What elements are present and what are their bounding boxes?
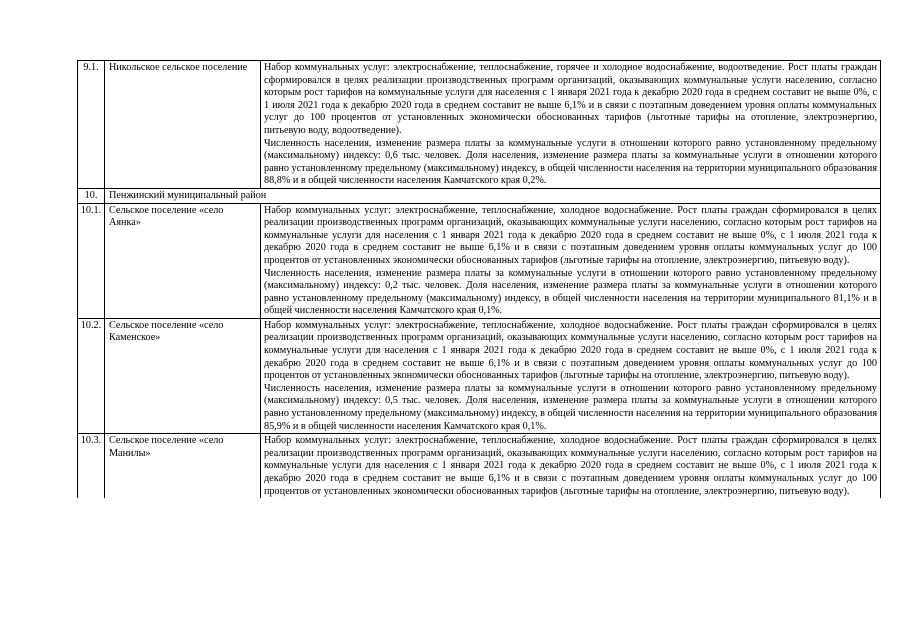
district-row	[78, 188, 881, 203]
population-paragraph: Численность населения, изменение размера платы за коммунальные услуги в отношении которого равно установленному предельному (максимальному) индексу: 0,2 тыс. человек. Доля населения, изменение размера платы за коммунальные услуги в отношении которого равно установленному предельному (максимальному) индексу, в общей численности населения на территории муниципального 81,1% и в общей численности населения Камчатского края 0,1%.	[264, 267, 877, 317]
row-description	[261, 61, 881, 189]
population-paragraph: Численность населения, изменение размера платы за коммунальные услуги в отношении которого равно установленному предельному (максимальному) индексу: 0,5 тыс. человек. Доля населения, изменение размера платы за коммунальные услуги в отношении которого равно установленному предельному (максимальному) индексу, в общей численности населения на территории муниципального образования 85,9% и в общей численности населения Камчатского края 0,1%.	[264, 382, 878, 432]
district-name: Пенжинский муниципальный район	[105, 188, 261, 203]
row-number: 9.1.	[78, 61, 105, 189]
municipality-name: Никольское сельское поселение	[105, 61, 261, 189]
services-paragraph: Набор коммунальных услуг: электроснабжение, теплоснабжение, холодное водоснабжение. Рост платы граждан сформировался в целях реализации производственных программ организаций, оказывающих коммунальные услуги населению, согласно которым рост тарифов на коммунальные услуги для населения с 1 января 2021 года к декабрю 2020 года в среднем составит не выше 0%, с 1 июля 2021 года к декабрю 2020 года в среднем составит не выше 6,1% и в связи с поэтапным доведением уровня оплаты коммунальных услуг до 100 процентов от установленных экономически обоснованных тарифов (льготные тарифы на отопление, электроэнергию, питьевую воду).	[264, 319, 877, 382]
row-description	[261, 318, 881, 433]
table-row	[78, 61, 881, 189]
row-description	[261, 434, 881, 498]
services-paragraph: Набор коммунальных услуг: электроснабжение, теплоснабжение, горячее и холодное водоснабжение, водоотведение. Рост платы граждан сформировался в целях реализации производственных программ организаций, оказывающих коммунальные услуги населению, согласно которым рост тарифов на коммунальные услуги для населения с 1 января 2021 года к декабрю 2020 года в среднем составит не выше 0%, с 1 июля 2021 года к декабрю 2020 года в среднем составит не выше 6,1% и в связи с поэтапным доведением уровня оплаты коммунальных услуг до 100 процентов от установленных экономически обоснованных тарифов (льготные тарифы на отопление, электроэнергию, питьевую воду, водоотведение).	[264, 62, 877, 136]
row-number: 10.	[78, 188, 105, 203]
table-row	[78, 203, 881, 318]
row-number: 10.1.	[78, 203, 105, 318]
row-description	[261, 203, 881, 318]
municipality-name: Сельское поселение «село Аянка»	[105, 203, 261, 318]
table-row	[78, 318, 881, 433]
municipality-name: Сельское поселение «село Манилы»	[105, 434, 261, 498]
table-row	[78, 434, 881, 498]
services-paragraph: Набор коммунальных услуг: электроснабжение, теплоснабжение, холодное водоснабжение. Рост платы граждан сформировался в целях реализации производственных программ организаций, оказывающих коммунальные услуги населению, согласно которым рост тарифов на коммунальные услуги для населения с 1 января 2021 года к декабрю 2020 года в среднем составит не выше 0%, с 1 июля 2021 года к декабрю 2020 года в среднем составит не выше 6,1% и в связи с поэтапным доведением уровня оплаты коммунальных услуг до 100 процентов от установленных экономически обоснованных тарифов (льготные тарифы на отопление, электроэнергию, питьевую воду).	[264, 435, 877, 497]
district-empty-cell	[261, 188, 881, 203]
population-paragraph: Численность населения, изменение размера платы за коммунальные услуги в отношении которого равно установленному предельному (максимальному) индексу: 0,6 тыс. человек. Доля населения, изменение размера платы за коммунальные услуги в отношении которого равно установленному предельному (максимальному) индексу, в общей численности населения на территории муниципального образования 88,8% и в общей численности населения Камчатского края 0,2%.	[264, 137, 878, 187]
municipality-name: Сельское поселение «село Каменское»	[105, 318, 261, 433]
row-number: 10.3.	[78, 434, 105, 498]
services-paragraph: Набор коммунальных услуг: электроснабжение, теплоснабжение, холодное водоснабжение. Рост платы граждан сформировался в целях реализации производственных программ организаций, оказывающих коммунальные услуги населению, согласно которым рост тарифов на коммунальные услуги для населения с 1 января 2021 года к декабрю 2020 года в среднем составит не выше 0%, с 1 июля 2021 года к декабрю 2020 года в среднем составит не выше 6,1% и в связи с поэтапным доведением уровня оплаты коммунальных услуг до 100 процентов от установленных экономически обоснованных тарифов (льготные тарифы на отопление, электроэнергию, питьевую воду).	[264, 204, 877, 266]
row-number: 10.2.	[78, 318, 105, 433]
tariff-table	[77, 60, 881, 498]
